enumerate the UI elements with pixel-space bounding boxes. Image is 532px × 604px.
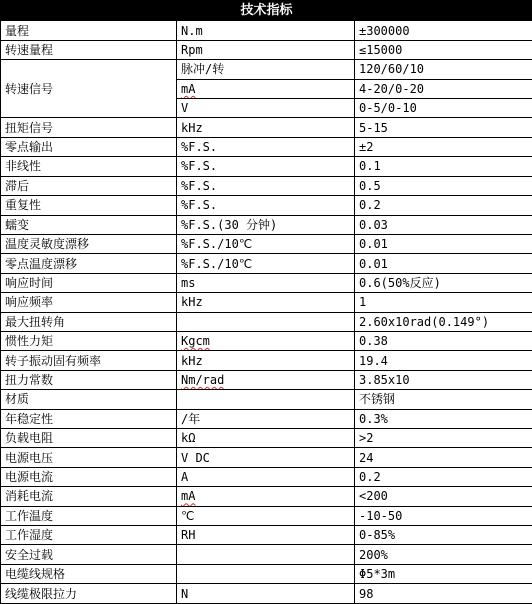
unit-cell [177, 137, 355, 156]
value-cell [355, 564, 532, 583]
table-row [1, 506, 532, 525]
unit-cell [177, 118, 355, 137]
param-cell [1, 196, 177, 215]
value-cell-text: ≤15000 [359, 43, 403, 58]
value-cell [355, 448, 532, 467]
param-cell [1, 506, 177, 525]
unit-cell-text: V DC [181, 450, 210, 465]
unit-cell-text: ms [181, 275, 196, 290]
table-row [1, 487, 532, 506]
value-cell-text: 19.4 [359, 353, 388, 368]
unit-cell-text: N.m [181, 23, 203, 38]
param-cell-text: 安全过载 [5, 547, 54, 562]
value-cell [355, 234, 532, 253]
unit-cell-text: %F.S. [181, 159, 218, 174]
unit-cell [177, 60, 355, 79]
unit-cell [177, 79, 355, 98]
value-cell-text: 0.03 [359, 217, 388, 232]
param-cell-text: 线缆极限拉力 [5, 586, 78, 601]
unit-cell [177, 564, 355, 583]
value-cell [355, 312, 532, 331]
unit-cell [177, 331, 355, 350]
param-cell [1, 584, 177, 604]
table-row [1, 157, 532, 176]
value-cell [355, 157, 532, 176]
value-cell-text: 200% [359, 547, 388, 562]
value-cell-text: 0-85% [359, 528, 396, 543]
unit-cell-text: ℃ [181, 508, 195, 523]
param-cell-text: 转子振动固有频率 [5, 353, 102, 368]
value-cell [355, 409, 532, 428]
table-row [1, 390, 532, 409]
value-cell [355, 273, 532, 292]
unit-cell-text: V [181, 101, 189, 116]
value-cell-text: 120/60/10 [359, 62, 425, 77]
unit-cell-text: Rpm [181, 43, 203, 58]
unit-cell-text: %F.S. [181, 140, 218, 155]
param-cell [1, 467, 177, 486]
value-cell [355, 137, 532, 156]
table-row [1, 428, 532, 447]
unit-cell-text: %F.S./10℃ [181, 237, 253, 252]
unit-cell [177, 487, 355, 506]
table-row [1, 370, 532, 389]
param-cell-text: 响应时间 [5, 275, 54, 290]
unit-cell-text: 脉冲/转 [181, 62, 225, 77]
param-cell [1, 390, 177, 409]
table-row [1, 176, 532, 195]
value-cell [355, 176, 532, 195]
unit-cell [177, 273, 355, 292]
table-row [1, 351, 532, 370]
table-row [1, 545, 532, 564]
unit-cell [177, 428, 355, 447]
param-cell [1, 526, 177, 545]
unit-cell [177, 40, 355, 59]
param-cell [1, 545, 177, 564]
param-cell [1, 351, 177, 370]
unit-cell [177, 370, 355, 389]
unit-cell [177, 409, 355, 428]
value-cell [355, 21, 532, 40]
unit-cell [177, 351, 355, 370]
unit-cell-text: %F.S./10℃ [181, 256, 253, 271]
table-row [1, 467, 532, 486]
param-cell [1, 273, 177, 292]
value-cell-text: >2 [359, 431, 374, 446]
table-row [1, 60, 532, 79]
param-cell [1, 137, 177, 156]
unit-cell [177, 254, 355, 273]
unit-cell [177, 99, 355, 118]
value-cell-text: 0.38 [359, 334, 388, 349]
table-row [1, 254, 532, 273]
unit-cell [177, 448, 355, 467]
param-cell [1, 118, 177, 137]
table-row [1, 584, 532, 604]
param-cell [1, 487, 177, 506]
param-cell-text: 扭力常数 [5, 372, 54, 387]
unit-cell [177, 215, 355, 234]
value-cell-text: ±300000 [359, 23, 410, 38]
value-cell [355, 545, 532, 564]
param-cell-text: 蠕变 [5, 217, 30, 232]
unit-cell [177, 176, 355, 195]
param-cell-text: 零点输出 [5, 140, 54, 155]
param-cell-text: 材质 [5, 392, 30, 407]
value-cell [355, 331, 532, 350]
value-cell [355, 118, 532, 137]
param-cell [1, 176, 177, 195]
value-cell-text: 0-5/0-10 [359, 101, 417, 116]
unit-cell-text: %F.S. [181, 198, 218, 213]
value-cell [355, 390, 532, 409]
unit-cell [177, 234, 355, 253]
value-cell [355, 467, 532, 486]
unit-cell-text: /年 [181, 411, 201, 426]
unit-cell-text: A [181, 469, 189, 484]
param-cell-text: 电源电流 [5, 469, 54, 484]
table-row [1, 118, 532, 137]
table-row [1, 196, 532, 215]
param-cell-text: 工作湿度 [5, 528, 54, 543]
table-row [1, 40, 532, 59]
param-cell-text: 负载电阻 [5, 431, 54, 446]
value-cell [355, 40, 532, 59]
unit-cell-text: kHz [181, 295, 203, 310]
value-cell-text: 0.2 [359, 198, 381, 213]
param-cell-text: 惯性力矩 [5, 334, 54, 349]
param-cell [1, 370, 177, 389]
value-cell-text: 98 [359, 586, 374, 601]
param-cell-text: 零点温度漂移 [5, 256, 78, 271]
value-cell-text: 3.85x10 [359, 372, 410, 387]
value-cell-text: 2.60x10rad(0.149°) [359, 314, 490, 329]
table-header-row [1, 1, 532, 21]
value-cell [355, 428, 532, 447]
unit-cell-text: %F.S.(30 分钟) [181, 217, 278, 232]
unit-cell [177, 584, 355, 604]
value-cell-text: 0.5 [359, 178, 381, 193]
table-row [1, 234, 532, 253]
table-row [1, 448, 532, 467]
unit-cell [177, 467, 355, 486]
unit-cell [177, 390, 355, 409]
unit-cell-text: kHz [181, 120, 203, 135]
unit-cell [177, 21, 355, 40]
unit-cell-text: N [181, 586, 189, 601]
table-row [1, 331, 532, 350]
param-cell [1, 254, 177, 273]
unit-cell-text: %F.S. [181, 178, 218, 193]
unit-cell-text: Nm/rad [181, 372, 225, 387]
unit-cell [177, 293, 355, 312]
table-row [1, 564, 532, 583]
table-row [1, 215, 532, 234]
unit-cell [177, 545, 355, 564]
value-cell-text: 5-15 [359, 120, 388, 135]
unit-cell-text: kΩ [181, 431, 196, 446]
unit-cell-text: mA [181, 489, 196, 504]
table-row [1, 409, 532, 428]
param-cell [1, 40, 177, 59]
value-cell [355, 215, 532, 234]
table-row [1, 312, 532, 331]
value-cell [355, 196, 532, 215]
value-cell [355, 60, 532, 79]
param-cell-text: 温度灵敏度漂移 [5, 237, 90, 252]
value-cell-text: 0.3% [359, 411, 388, 426]
param-cell-text: 非线性 [5, 159, 42, 174]
value-cell [355, 584, 532, 604]
param-cell [1, 448, 177, 467]
table-row [1, 137, 532, 156]
param-cell-text: 电缆线规格 [5, 567, 66, 582]
param-cell-text: 消耗电流 [5, 489, 54, 504]
value-cell-text: 0.01 [359, 256, 388, 271]
param-cell-text: 电源电压 [5, 450, 54, 465]
param-cell [1, 428, 177, 447]
param-cell-text: 工作温度 [5, 508, 54, 523]
param-cell-text: 转速信号 [5, 81, 54, 96]
value-cell [355, 506, 532, 525]
unit-cell-text: RH [181, 528, 196, 543]
value-cell-text: -10-50 [359, 508, 403, 523]
unit-cell-text: kHz [181, 353, 203, 368]
table-row [1, 21, 532, 40]
value-cell [355, 99, 532, 118]
param-cell [1, 293, 177, 312]
value-cell [355, 293, 532, 312]
param-cell [1, 157, 177, 176]
value-cell [355, 351, 532, 370]
param-cell-text: 年稳定性 [5, 411, 54, 426]
value-cell-text: 0.1 [359, 159, 381, 174]
param-cell-text: 扭矩信号 [5, 120, 54, 135]
param-cell [1, 564, 177, 583]
table-title: 技术指标 [1, 1, 532, 21]
table-row [1, 273, 532, 292]
param-cell-text: 响应频率 [5, 295, 54, 310]
value-cell-text: 0.2 [359, 469, 381, 484]
value-cell-text: 24 [359, 450, 374, 465]
value-cell [355, 370, 532, 389]
param-cell-text: 重复性 [5, 198, 42, 213]
unit-cell [177, 312, 355, 331]
param-cell [1, 234, 177, 253]
value-cell-text: 不锈钢 [359, 392, 396, 407]
param-cell [1, 312, 177, 331]
unit-cell [177, 506, 355, 525]
value-cell-text: 0.01 [359, 237, 388, 252]
value-cell [355, 254, 532, 273]
unit-cell-text: Kgcm [181, 334, 210, 349]
value-cell-text: ±2 [359, 140, 374, 155]
param-cell-text: 转速量程 [5, 43, 54, 58]
value-cell-text: <200 [359, 489, 388, 504]
value-cell-text: 4-20/0-20 [359, 81, 425, 96]
unit-cell [177, 526, 355, 545]
table-row [1, 293, 532, 312]
value-cell-text: 1 [359, 295, 367, 310]
value-cell [355, 487, 532, 506]
unit-cell [177, 196, 355, 215]
param-cell-text: 量程 [5, 23, 30, 38]
unit-cell [177, 157, 355, 176]
param-cell [1, 60, 177, 118]
value-cell [355, 526, 532, 545]
param-cell [1, 331, 177, 350]
value-cell [355, 79, 532, 98]
table-row [1, 526, 532, 545]
param-cell [1, 21, 177, 40]
unit-cell-text: mA [181, 81, 196, 96]
param-cell-text: 滞后 [5, 178, 30, 193]
param-cell [1, 409, 177, 428]
param-cell-text: 最大扭转角 [5, 314, 66, 329]
value-cell-text: 0.6(50%反应) [359, 275, 441, 290]
param-cell [1, 215, 177, 234]
value-cell-text: Φ5*3m [359, 567, 396, 582]
